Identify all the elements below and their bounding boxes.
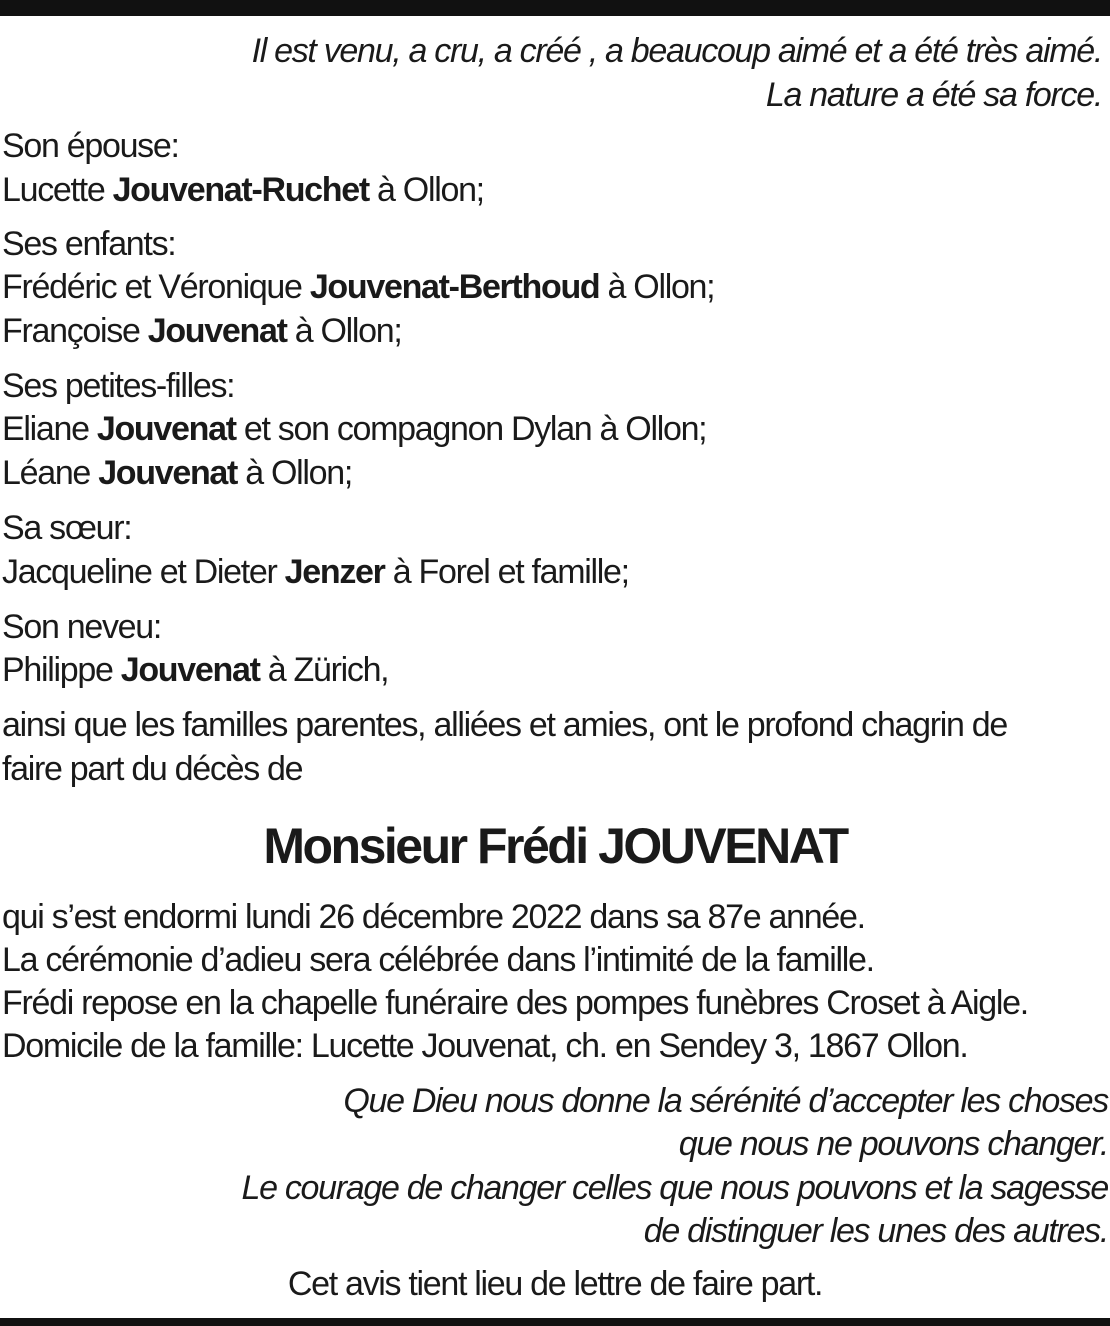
grandchildren-heading: Ses petites-filles: (2, 367, 235, 405)
nephew-heading: Son neveu: (2, 608, 162, 646)
announcement-line: faire part du décès de (2, 750, 303, 788)
bottom-rule (0, 1318, 1110, 1326)
detail-line: Domicile de la famille: Lucette Jouvenat, ch. en Sendey 3, 1867 Ollon. (2, 1027, 968, 1065)
detail-line: qui s’est endormi lundi 26 décembre 2022 dans sa 87e année. (2, 898, 865, 936)
children-heading: Ses enfants: (2, 225, 176, 263)
spouse-heading: Son épouse: (2, 127, 179, 165)
prayer-line: que nous ne pouvons changer. (678, 1125, 1108, 1163)
sister-heading: Sa sœur: (2, 509, 132, 547)
announcement-line: ainsi que les familles parentes, alliées et amies, ont le profond chagrin de (2, 706, 1007, 744)
nephew-line: Philippe Jouvenat à Zürich, (2, 651, 389, 689)
epigraph-line: La nature a été sa force. (765, 76, 1102, 114)
deceased-name: Monsieur Frédi JOUVENAT (263, 818, 847, 874)
epigraph-line: Il est venu, a cru, a créé , a beaucoup aimé et a été très aimé. (251, 32, 1102, 70)
detail-line: La cérémonie d’adieu sera célébrée dans l’intimité de la famille. (2, 941, 874, 979)
sister-line: Jacqueline et Dieter Jenzer à Forel et famille; (2, 553, 629, 591)
grandchild-line: Léane Jouvenat à Ollon; (2, 454, 352, 492)
spouse-line: Lucette Jouvenat-Ruchet à Ollon; (2, 171, 484, 209)
prayer-line: de distinguer les unes des autres. (643, 1212, 1108, 1250)
detail-line: Frédi repose en la chapelle funéraire des pompes funèbres Croset à Aigle. (2, 984, 1028, 1022)
prayer-line: Le courage de changer celles que nous pouvons et la sagesse (241, 1169, 1108, 1207)
child-line: Françoise Jouvenat à Ollon; (2, 312, 402, 350)
child-line: Frédéric et Véronique Jouvenat-Berthoud à Ollon; (2, 268, 715, 306)
top-rule (0, 0, 1110, 16)
grandchild-line: Eliane Jouvenat et son compagnon Dylan à Ollon; (2, 410, 707, 448)
closing-note: Cet avis tient lieu de lettre de faire part. (287, 1265, 823, 1303)
prayer-line: Que Dieu nous donne la sérénité d’accepter les choses (343, 1082, 1108, 1120)
